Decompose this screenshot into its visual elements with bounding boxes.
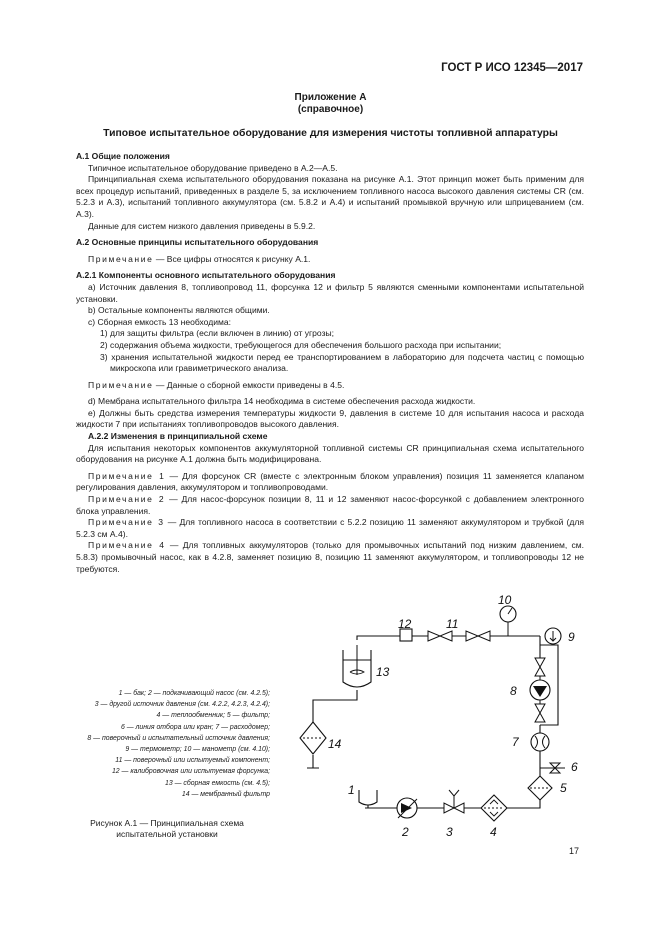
pipe-left (313, 690, 357, 722)
page-header: ГОСТ Р ИСО 12345—2017 (441, 62, 583, 74)
legend-text: — поверочный или испытуемый компонент; (122, 757, 270, 765)
label-4: 4 (490, 825, 497, 839)
tank-1 (359, 790, 377, 805)
legend-text: — фильтр; (230, 712, 270, 720)
legend-text: — поверочный и испытательный источник давления; (91, 734, 270, 742)
legend-text: — расходомер; (219, 723, 270, 731)
note-text: — Данные о сборной емкости приведены в 4.5. (153, 379, 345, 390)
legend-key: 13 (165, 779, 173, 787)
list-item-b: b) Остальные компоненты являются общими. (88, 305, 270, 316)
page-number: 17 (568, 846, 579, 856)
legend-key: 2 (147, 690, 152, 697)
main-title: Типовое испытательное оборудование для измерения чистоты топливной аппаратуры (103, 128, 558, 139)
appendix-subtitle: (справочное) (297, 104, 364, 115)
valve-near-10 (466, 631, 490, 641)
label-14: 14 (328, 737, 342, 751)
label-8: 8 (510, 684, 517, 698)
legend-text: — теплообменник; (160, 712, 227, 720)
legend-key: 7 (215, 723, 220, 731)
note-text: — Для топливных аккумуляторов (только для промывочных испытаний под низким давлением, см. 5.8.3) промывочный насос, как в 4.2.8, заменяет позицию 8, позицию 11 заменяют аккумулятором, и топливопроводы 12 не требуются. (76, 540, 584, 574)
list-item-c3: 3) хранения испытательной жидкости перед ее транспортированием в лабораторию для подсчета частиц с помощью микроскопа или гравиметрического анализа. (100, 351, 584, 374)
legend-key: 4 (156, 712, 161, 720)
legend-text: — манометр (см. 4.10); (191, 746, 270, 754)
paragraph: Принципиальная схема испытательного оборудования показана на рисунке А.1. Этот принцип может быть применим для всех процедур испытаний, приведенных в разделе 5, за исключением топливного насоса высокого давления системы CR (см. 5.2.3 и А.3), испытаний топливного аккумулятора (см. 5.8.2 и А.4) и испытаний промывкой вручную или шприцеванием (см. А.3). (76, 174, 584, 219)
legend-text: — бак; (122, 690, 148, 697)
legend-key: 6 (120, 723, 125, 731)
section-heading-a1: А.1 Общие положения (76, 151, 170, 161)
note-word: Примечание 2 (88, 494, 166, 505)
valve-right-lower (535, 704, 545, 722)
legend-text: — термометр; (129, 746, 184, 754)
legend-key: 14 (181, 790, 190, 798)
note-text: — Для насос-форсунок позиции 8, 11 и 12 заменяют насос-форсункой с добавлением электронного блока управления. (76, 494, 584, 516)
label-13: 13 (376, 665, 390, 679)
label-6: 6 (571, 760, 578, 774)
list-item-c1: 1) для защиты фильтра (если включен в линию) от угрозы; (100, 328, 335, 339)
caption-line-1: Рисунок А.1 — Принципиальная схема (90, 818, 244, 828)
legend-key: 9 (125, 746, 130, 754)
caption-line-2: испытательной установки (116, 829, 218, 839)
legend-key: 10 (183, 746, 192, 754)
flowmeter-7 (531, 733, 549, 751)
legend-text: — линия отбора или кран; (124, 723, 216, 731)
label-9: 9 (568, 630, 575, 644)
list-item-c: с) Сборная емкость 13 необходима: (88, 316, 232, 327)
note-text: — Все цифры относятся к рисунку А.1. (153, 253, 311, 264)
label-7: 7 (512, 735, 519, 749)
appendix-label: Приложение А (294, 92, 367, 103)
legend-key: 11 (115, 757, 123, 765)
note-word: Примечание 1 (88, 470, 166, 481)
list-item-d: d) Мембрана испытательного фильтра 14 необходима в системе обеспечения расхода жидкости. (88, 396, 476, 407)
valve-right-upper (535, 658, 545, 676)
label-10: 10 (498, 593, 512, 607)
note-word: Примечание (88, 253, 154, 264)
legend-text: — другой источник давления (см. 4.2.2, 4.2.3, 4.2.4); (98, 701, 270, 709)
legend-text: — сборная емкость (см. 4.5); (172, 779, 270, 787)
label-11: 11 (446, 617, 459, 631)
legend-text: — подкачивающий насос (см. 4.2.5); (151, 690, 270, 697)
list-item-a: а) Источник давления 8, топливопровод 11, форсунка 12 и фильтр 5 являются сменными компонентами испытательной установки. (76, 281, 584, 304)
legend-text: — калибровочная или испытуемая форсунка; (119, 768, 270, 776)
legend-key: 12 (111, 768, 120, 776)
list-item-e: е) Должны быть средства измерения температуры жидкости 9, давления в системе 10 для испытания насоса и расхода жидкости 7 при испытаниях топливопроводов высокого давления. (76, 407, 584, 430)
paragraph: Данные для систем низкого давления приведены в 5.9.2. (88, 220, 316, 231)
note-word: Примечание 3 (88, 517, 165, 528)
paragraph: Типичное испытательное оборудование приведено в А.2—А.5. (88, 162, 338, 173)
section-heading-a22: А.2.2 Изменения в принципиальной схеме (88, 431, 268, 442)
paragraph: Для испытания некоторых компонентов аккумуляторной топливной системы CR принципиальная схема испытательного оборудования на рисунке А.1 должна быть модифицирована. (76, 442, 584, 465)
note-text: — Для форсунок CR (вместе с электронным блоком управления) позиция 11 заменяется клапаном регулирования давления, аккумулятором и топливопроводами. (76, 470, 584, 493)
section-heading-a21: А.2.1 Компоненты основного испытательного оборудования (76, 270, 336, 281)
legend-key: 8 (87, 734, 92, 742)
legend-key: 1 (118, 690, 123, 697)
section-heading-a2: А.2 Основные принципы испытательного оборудования (76, 237, 319, 248)
note-word: Примечание 4 (88, 540, 166, 551)
legend-key: 3 (94, 701, 99, 709)
list-item-c2: 2) содержания объема жидкости, требующегося для обеспечения большого расхода при испытании; (100, 339, 502, 350)
legend-text: — мембранный фильтр (189, 790, 270, 798)
label-3: 3 (446, 825, 453, 839)
label-2: 2 (402, 825, 409, 839)
note-word: Примечание (88, 379, 154, 390)
valve-11 (428, 631, 452, 641)
note-text: — Для топливного насоса в соответствии с 5.2.2 позицию 11 заменяют аккумулятором и трубкой (для 5.2.3 см А.4). (76, 517, 584, 539)
label-12: 12 (398, 617, 412, 631)
legend-key: 5 (226, 712, 231, 720)
label-5: 5 (560, 781, 567, 795)
label-1: 1 (348, 783, 355, 797)
